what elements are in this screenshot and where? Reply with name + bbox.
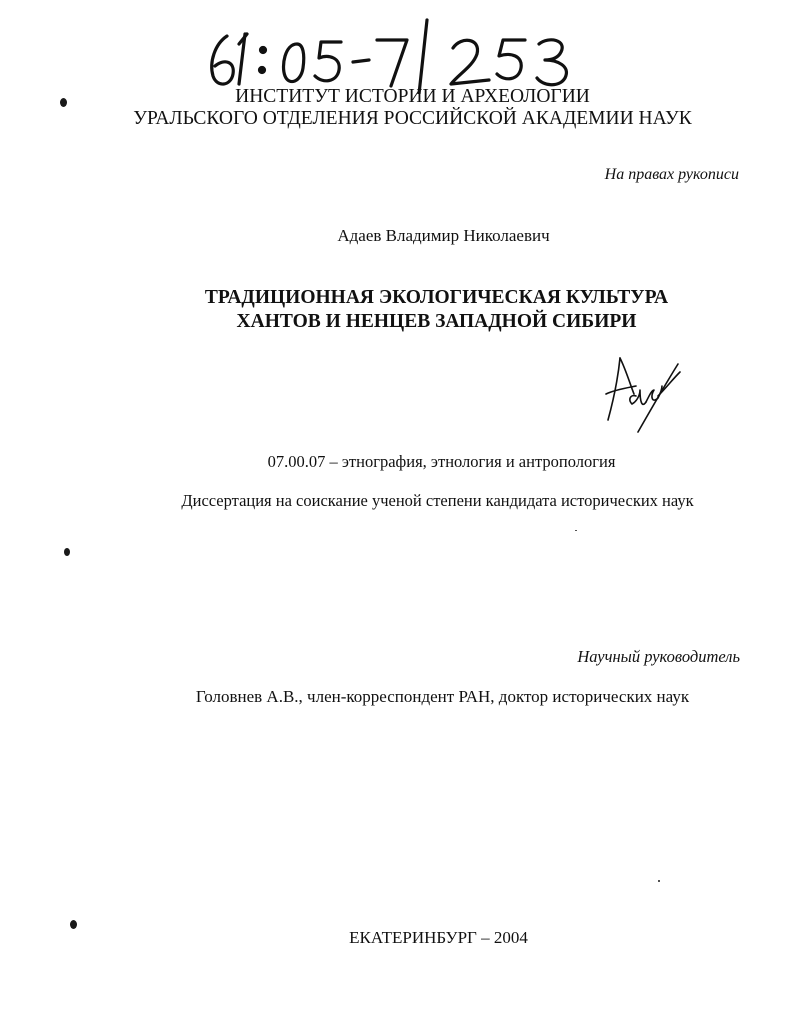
institute-name — [0, 86, 795, 130]
supervisor-label: Научный руководитель — [577, 647, 740, 666]
city-year: ЕКАТЕРИНБУРГ – 2004 — [349, 928, 528, 947]
scan-speck — [60, 98, 67, 107]
dissertation-title — [0, 286, 795, 334]
supervisor-name: Головнев А.В., член-корреспондент РАН, доктор исторических наук — [195, 687, 690, 706]
scan-speck — [658, 880, 660, 882]
title-line-2: ХАНТОВ И НЕНЦЕВ ЗАПАДНОЙ СИБИРИ — [236, 311, 637, 332]
title-line-1: ТРАДИЦИОННАЯ ЭКОЛОГИЧЕСКАЯ КУЛЬТУРА — [204, 287, 669, 308]
dissertation-statement: Диссертация на соискание ученой степени кандидата исторических наук — [181, 491, 694, 510]
institute-line-1: ИНСТИТУТ ИСТОРИИ И АРХЕОЛОГИИ — [235, 86, 590, 107]
author-name: Адаев Владимир Николаевич — [337, 226, 550, 245]
author-signature — [596, 350, 688, 435]
handwritten-code — [205, 14, 575, 94]
specialty-code: 07.00.07 – этнография, этнология и антропология — [267, 452, 616, 471]
institute-line-2: УРАЛЬСКОГО ОТДЕЛЕНИЯ РОССИЙСКОЙ АКАДЕМИИ НАУК — [133, 108, 692, 129]
scan-speck — [575, 530, 577, 531]
scan-speck — [70, 920, 77, 929]
manuscript-note: На правах рукописи — [604, 166, 739, 183]
scan-speck — [64, 548, 70, 556]
